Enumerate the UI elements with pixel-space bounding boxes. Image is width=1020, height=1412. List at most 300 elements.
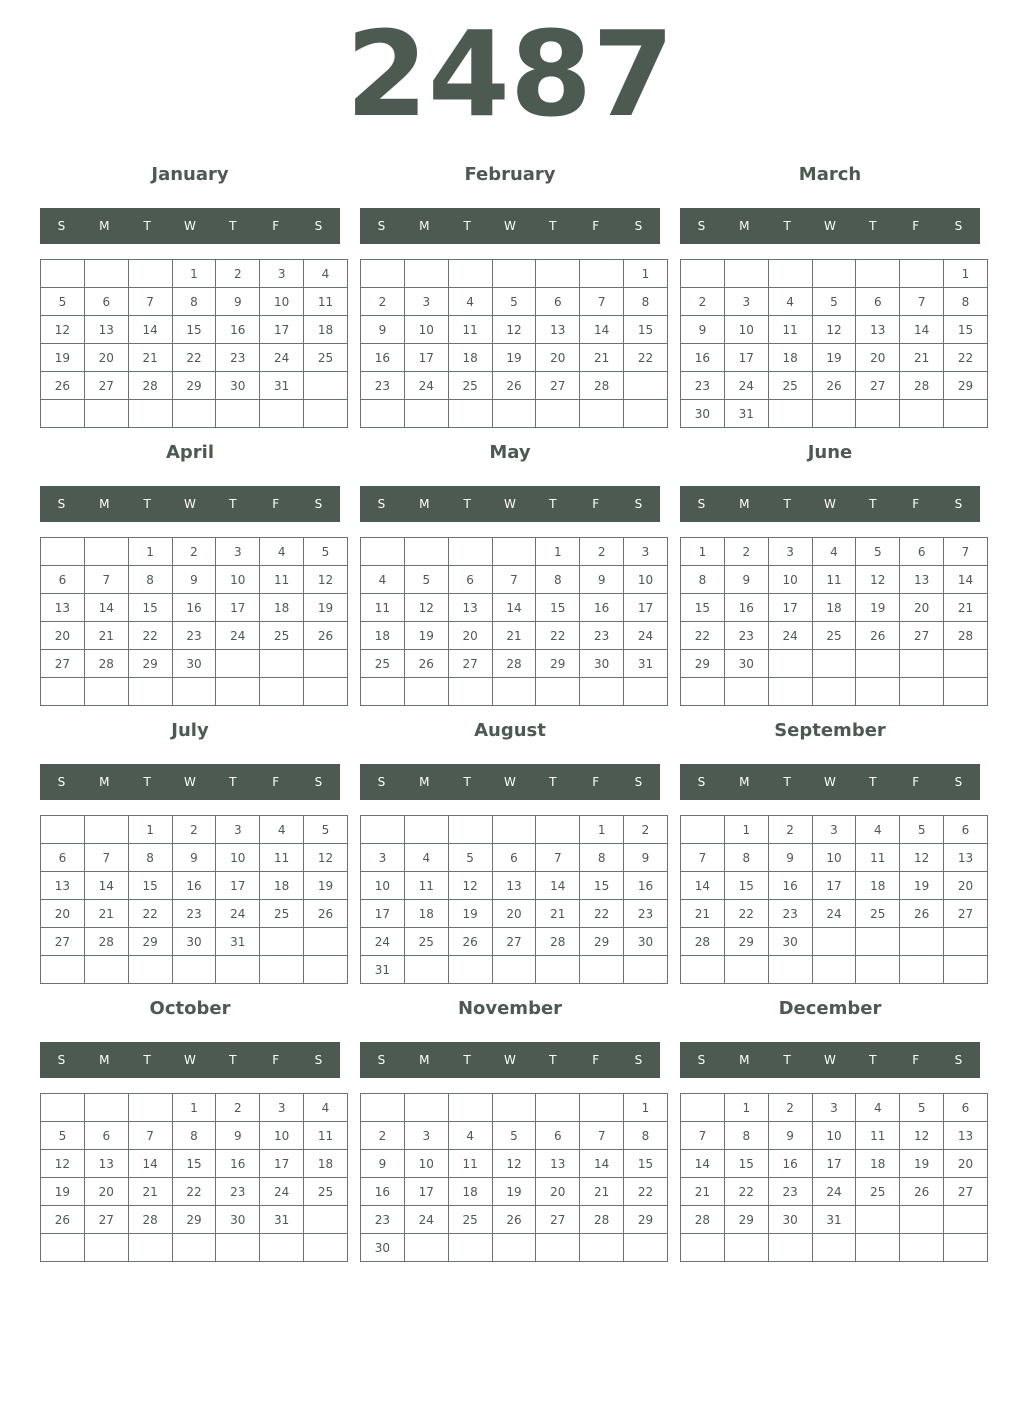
empty-day-cell [812,260,856,288]
day-cell: 10 [768,566,812,594]
week-row [361,1150,668,1178]
day-cell: 6 [84,288,128,316]
empty-day-cell [492,1234,536,1262]
week-row [41,288,348,316]
week-row [41,538,348,566]
day-cell: 5 [492,1122,536,1150]
day-cell: 23 [361,1206,405,1234]
weekday-label: F [272,1053,280,1067]
empty-day-cell [448,956,492,984]
empty-day-cell [304,372,348,400]
day-cell: 28 [492,650,536,678]
day-cell: 8 [624,288,668,316]
week-row [41,956,348,984]
day-cell: 9 [768,1122,812,1150]
day-cell: 26 [41,1206,85,1234]
day-cell: 21 [128,1178,172,1206]
day-cell: 1 [624,260,668,288]
weekday-header [360,764,660,800]
empty-day-cell [361,816,405,844]
weekday-label: T [463,1053,471,1067]
day-cell: 25 [768,372,812,400]
day-cell: 27 [84,372,128,400]
day-cell: 28 [681,928,725,956]
day-cell: 14 [900,316,944,344]
weekday-label: W [184,775,196,789]
day-cell: 9 [216,1122,260,1150]
empty-day-cell [900,400,944,428]
day-cell: 15 [724,1150,768,1178]
day-cell: 14 [681,1150,725,1178]
week-row [41,1234,348,1262]
day-cell: 13 [536,316,580,344]
day-cell: 20 [944,1150,988,1178]
day-cell: 23 [624,900,668,928]
empty-day-cell [856,678,900,706]
month-name: April [165,442,215,463]
day-cell: 8 [172,288,216,316]
day-cell: 27 [536,1206,580,1234]
day-cell: 29 [681,650,725,678]
day-cell: 23 [580,622,624,650]
day-cell: 4 [448,288,492,316]
day-cell: 13 [448,594,492,622]
weekday-header [680,486,980,522]
empty-day-cell [768,650,812,678]
day-cell: 7 [580,1122,624,1150]
day-cell: 7 [84,566,128,594]
day-cell: 17 [216,594,260,622]
day-cell: 26 [304,622,348,650]
day-cell: 9 [768,844,812,872]
month-name: February [464,164,556,185]
day-cell: 26 [404,650,448,678]
day-cell: 17 [361,900,405,928]
empty-day-cell [724,678,768,706]
day-cell: 18 [260,872,304,900]
empty-day-cell [41,1234,85,1262]
empty-day-cell [84,678,128,706]
weekday-header [680,208,980,244]
weekday-label: S [634,1053,643,1067]
month-december [680,994,980,1264]
day-cell: 13 [41,872,85,900]
empty-day-cell [404,1234,448,1262]
day-cell: 26 [448,928,492,956]
week-row [361,566,668,594]
day-cell: 27 [944,900,988,928]
day-cell: 14 [128,1150,172,1178]
month-april [40,438,340,708]
day-cell: 24 [260,344,304,372]
day-cell: 23 [361,372,405,400]
day-cell: 25 [260,900,304,928]
day-cell: 7 [536,844,580,872]
day-cell: 19 [900,872,944,900]
week-row [361,928,668,956]
day-cell: 16 [768,1150,812,1178]
day-cell: 25 [304,1178,348,1206]
month-may [360,438,660,708]
week-row [361,344,668,372]
weekday-label: M [99,497,110,511]
empty-day-cell [812,928,856,956]
weekday-label: W [824,1053,836,1067]
empty-day-cell [536,678,580,706]
day-cell: 23 [216,1178,260,1206]
weekday-label: W [504,219,516,233]
day-cell: 6 [856,288,900,316]
day-cell: 31 [361,956,405,984]
weekday-label: S [634,497,643,511]
day-cell: 10 [812,1122,856,1150]
weekday-label: M [739,219,750,233]
empty-day-cell [536,400,580,428]
day-cell: 14 [681,872,725,900]
day-cell: 5 [41,1122,85,1150]
day-cell: 7 [492,566,536,594]
weekday-label: T [549,775,557,789]
day-cell: 1 [128,816,172,844]
day-cell: 29 [624,1206,668,1234]
empty-day-cell [900,650,944,678]
weekday-label: F [592,1053,600,1067]
day-cell: 5 [900,1094,944,1122]
day-cell: 10 [361,872,405,900]
empty-day-cell [492,678,536,706]
day-cell: 5 [304,538,348,566]
day-cell: 21 [580,1178,624,1206]
day-cell: 30 [361,1234,405,1262]
day-cell: 7 [944,538,988,566]
day-grid [40,1093,348,1262]
month-name: May [489,442,531,463]
day-cell: 2 [768,1094,812,1122]
day-cell: 3 [260,1094,304,1122]
empty-day-cell [812,678,856,706]
day-cell: 20 [84,1178,128,1206]
empty-day-cell [128,1234,172,1262]
day-cell: 9 [216,288,260,316]
empty-day-cell [768,400,812,428]
day-cell: 11 [812,566,856,594]
day-cell: 24 [361,928,405,956]
day-cell: 17 [260,316,304,344]
day-cell: 14 [84,872,128,900]
day-cell: 9 [172,844,216,872]
weekday-label: M [99,219,110,233]
day-cell: 23 [172,900,216,928]
empty-day-cell [681,678,725,706]
empty-day-cell [172,956,216,984]
day-cell: 25 [448,372,492,400]
empty-day-cell [944,1206,988,1234]
week-row [361,956,668,984]
weekday-label: T [143,219,151,233]
empty-day-cell [900,678,944,706]
empty-day-cell [768,956,812,984]
weekday-header [360,486,660,522]
day-cell: 7 [681,844,725,872]
day-cell: 10 [404,316,448,344]
week-row [681,956,988,984]
day-cell: 4 [448,1122,492,1150]
weekday-label: T [463,497,471,511]
day-cell: 11 [856,1122,900,1150]
day-cell: 7 [128,288,172,316]
weekday-label: S [377,497,386,511]
day-cell: 25 [856,900,900,928]
weekday-label: T [143,1053,151,1067]
day-cell: 16 [361,1178,405,1206]
empty-day-cell [304,956,348,984]
day-cell: 10 [216,844,260,872]
month-name: December [778,998,882,1019]
empty-day-cell [856,1234,900,1262]
empty-day-cell [404,816,448,844]
day-cell: 16 [681,344,725,372]
empty-day-cell [624,678,668,706]
day-cell: 9 [361,316,405,344]
weekday-label: S [697,775,706,789]
weekday-label: T [463,219,471,233]
empty-day-cell [856,928,900,956]
day-cell: 11 [768,316,812,344]
weekday-label: W [504,497,516,511]
empty-day-cell [216,678,260,706]
day-cell: 24 [768,622,812,650]
weekday-header [40,486,340,522]
day-cell: 4 [361,566,405,594]
day-cell: 10 [724,316,768,344]
weekday-label: F [272,775,280,789]
empty-day-cell [216,956,260,984]
day-cell: 17 [216,872,260,900]
day-cell: 24 [724,372,768,400]
day-cell: 15 [624,316,668,344]
day-cell: 3 [260,260,304,288]
day-cell: 1 [172,260,216,288]
day-cell: 5 [812,288,856,316]
empty-day-cell [361,678,405,706]
day-cell: 6 [84,1122,128,1150]
day-cell: 10 [216,566,260,594]
day-cell: 15 [681,594,725,622]
day-cell: 9 [681,316,725,344]
day-cell: 24 [624,622,668,650]
day-cell: 17 [624,594,668,622]
day-cell: 13 [900,566,944,594]
week-row [681,622,988,650]
day-cell: 25 [304,344,348,372]
day-cell: 20 [856,344,900,372]
day-cell: 20 [41,900,85,928]
week-row [41,900,348,928]
weekday-label: S [57,775,66,789]
day-cell: 21 [536,900,580,928]
empty-day-cell [128,678,172,706]
empty-day-cell [580,1094,624,1122]
day-cell: 10 [404,1150,448,1178]
day-cell: 21 [580,344,624,372]
weekday-label: W [184,219,196,233]
week-row [361,1234,668,1262]
week-row [681,288,988,316]
day-grid [680,537,988,706]
day-cell: 11 [304,1122,348,1150]
day-cell: 3 [216,538,260,566]
day-cell: 14 [492,594,536,622]
month-september [680,716,980,986]
empty-day-cell [724,1234,768,1262]
day-cell: 20 [900,594,944,622]
day-cell: 26 [900,900,944,928]
weekday-label: S [954,1053,963,1067]
week-row [361,872,668,900]
empty-day-cell [404,1094,448,1122]
day-cell: 19 [900,1150,944,1178]
day-cell: 1 [580,816,624,844]
day-cell: 18 [304,316,348,344]
empty-day-cell [900,260,944,288]
empty-day-cell [128,400,172,428]
day-cell: 30 [724,650,768,678]
weekday-label: S [57,497,66,511]
day-cell: 24 [812,1178,856,1206]
day-cell: 9 [624,844,668,872]
day-cell: 12 [812,316,856,344]
day-cell: 5 [856,538,900,566]
day-cell: 28 [580,372,624,400]
week-row [681,1094,988,1122]
month-march [680,160,980,430]
week-row [681,372,988,400]
day-cell: 14 [580,316,624,344]
day-cell: 19 [492,344,536,372]
day-cell: 26 [304,900,348,928]
empty-day-cell [84,400,128,428]
day-cell: 3 [768,538,812,566]
week-row [681,1206,988,1234]
day-cell: 28 [681,1206,725,1234]
weekday-label: S [314,219,323,233]
day-cell: 12 [41,316,85,344]
empty-day-cell [492,956,536,984]
empty-day-cell [536,260,580,288]
week-row [681,538,988,566]
empty-day-cell [84,538,128,566]
day-cell: 21 [681,1178,725,1206]
day-cell: 27 [492,928,536,956]
weekday-label: S [634,775,643,789]
day-cell: 16 [216,316,260,344]
empty-day-cell [448,1234,492,1262]
empty-day-cell [260,678,304,706]
empty-day-cell [724,956,768,984]
weekday-label: F [912,775,920,789]
day-cell: 21 [84,900,128,928]
day-cell: 28 [128,1206,172,1234]
day-cell: 14 [84,594,128,622]
weekday-label: M [419,1053,430,1067]
empty-day-cell [492,260,536,288]
month-august [360,716,660,986]
week-row [681,816,988,844]
weekday-label: F [912,219,920,233]
day-cell: 31 [624,650,668,678]
empty-day-cell [944,678,988,706]
day-grid [360,815,668,984]
empty-day-cell [536,956,580,984]
day-cell: 11 [404,872,448,900]
day-cell: 30 [681,400,725,428]
empty-day-cell [580,400,624,428]
day-cell: 25 [856,1178,900,1206]
weekday-label: M [419,497,430,511]
day-cell: 18 [361,622,405,650]
day-cell: 28 [900,372,944,400]
day-cell: 26 [41,372,85,400]
day-cell: 4 [768,288,812,316]
week-row [41,260,348,288]
weekday-label: S [697,497,706,511]
day-cell: 31 [260,1206,304,1234]
day-cell: 6 [492,844,536,872]
empty-day-cell [84,956,128,984]
week-row [361,1206,668,1234]
empty-day-cell [900,1234,944,1262]
day-cell: 4 [304,260,348,288]
month-november [360,994,660,1264]
weekday-label: T [549,219,557,233]
week-row [41,566,348,594]
day-cell: 7 [580,288,624,316]
empty-day-cell [304,928,348,956]
day-cell: 5 [448,844,492,872]
empty-day-cell [812,400,856,428]
day-cell: 20 [448,622,492,650]
day-grid [360,537,668,706]
day-cell: 16 [624,872,668,900]
day-cell: 25 [812,622,856,650]
week-row [681,260,988,288]
week-row [41,844,348,872]
week-row [41,1178,348,1206]
day-cell: 15 [724,872,768,900]
empty-day-cell [172,678,216,706]
empty-day-cell [361,400,405,428]
day-cell: 14 [128,316,172,344]
day-cell: 8 [681,566,725,594]
day-cell: 18 [856,1150,900,1178]
day-cell: 4 [304,1094,348,1122]
week-row [681,566,988,594]
week-row [361,400,668,428]
day-cell: 30 [768,928,812,956]
weekday-label: M [739,1053,750,1067]
day-cell: 28 [536,928,580,956]
week-row [41,1206,348,1234]
week-row [361,678,668,706]
day-cell: 21 [900,344,944,372]
day-cell: 8 [724,844,768,872]
empty-day-cell [216,400,260,428]
day-cell: 29 [580,928,624,956]
day-cell: 27 [944,1178,988,1206]
day-cell: 22 [624,344,668,372]
day-grid [40,259,348,428]
month-june [680,438,980,708]
